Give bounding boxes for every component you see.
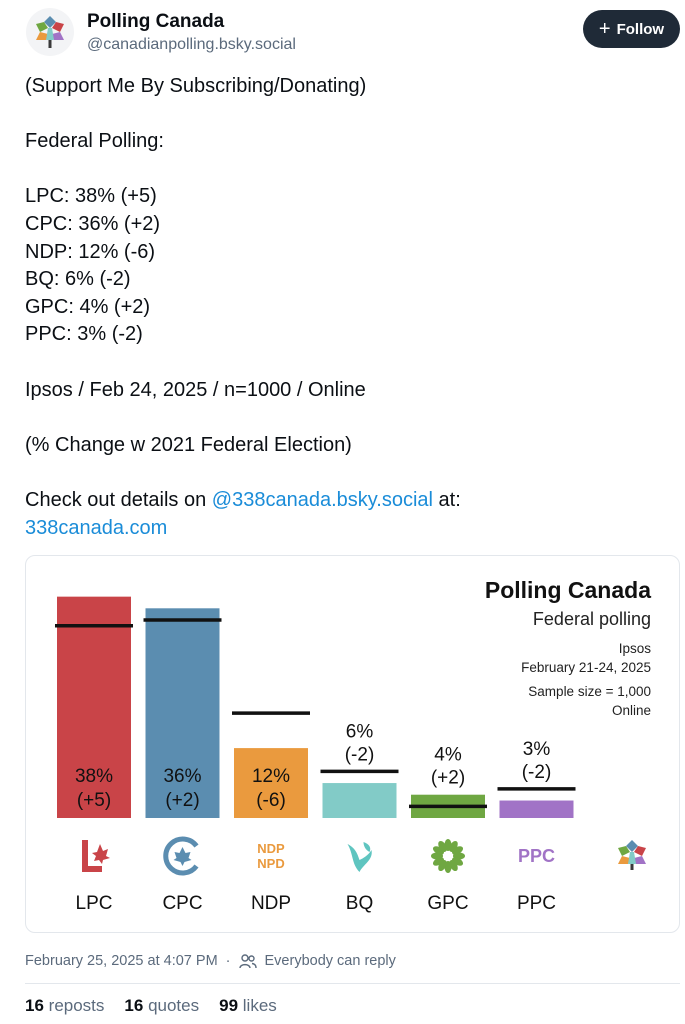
likes-count: 99 bbox=[219, 996, 239, 1015]
reposts-label: reposts bbox=[48, 996, 105, 1015]
data-label-bq: 6% bbox=[345, 721, 374, 743]
chart-sample: Sample size = 1,000 bbox=[528, 684, 651, 699]
website-link[interactable]: 338canada.com bbox=[25, 516, 168, 539]
category-label-ppc: PPC bbox=[516, 893, 557, 914]
category-label-ndp: NDP bbox=[250, 893, 292, 914]
category-label-gpc: GPC bbox=[427, 893, 469, 914]
bar-ppc bbox=[500, 801, 574, 818]
people-icon bbox=[239, 953, 257, 969]
reposts-count: 16 bbox=[25, 996, 44, 1015]
result-line: PPC: 3% (-2) bbox=[25, 323, 143, 346]
change-label-lpc: (+5) bbox=[76, 790, 112, 811]
quotes-label: quotes bbox=[148, 996, 200, 1015]
change-label-cpc: (+2) bbox=[165, 790, 200, 811]
author-name[interactable]: Polling Canada bbox=[87, 11, 225, 32]
post-line: (Support Me By Subscribing/Donating) bbox=[25, 75, 367, 97]
quotes-stat[interactable] bbox=[124, 996, 199, 1016]
follow-label: Follow bbox=[616, 20, 665, 38]
avatar[interactable] bbox=[26, 8, 74, 56]
change-label-gpc: (+2) bbox=[430, 767, 466, 789]
result-line: GPC: 4% (+2) bbox=[25, 295, 151, 318]
likes-stat[interactable] bbox=[219, 996, 277, 1016]
category-label-bq: BQ bbox=[345, 893, 374, 914]
result-line: LPC: 38% (+5) bbox=[25, 185, 157, 208]
post-stats bbox=[25, 996, 277, 1016]
plus-icon: + bbox=[598, 18, 611, 40]
post-meta bbox=[25, 953, 396, 969]
data-label-ppc: 3% bbox=[522, 738, 551, 760]
reposts-stat[interactable] bbox=[25, 996, 104, 1016]
ppc-logo-text: PPC bbox=[517, 846, 556, 866]
chart-mode: Online bbox=[611, 703, 651, 718]
data-label-gpc: 4% bbox=[434, 744, 462, 766]
party-logo-gpc-icon bbox=[431, 839, 465, 873]
poll-bar-chart bbox=[26, 556, 680, 933]
change-label-bq: (-2) bbox=[344, 744, 375, 766]
bar-bq bbox=[323, 783, 397, 818]
post-body bbox=[25, 73, 665, 542]
mention-link[interactable]: @338canada.bsky.social bbox=[211, 488, 433, 511]
likes-label: likes bbox=[242, 996, 277, 1015]
author-handle[interactable]: @canadianpolling.bsky.social bbox=[87, 36, 296, 53]
ndp-logo-text: NDP bbox=[257, 841, 285, 856]
category-label-lpc: LPC bbox=[75, 893, 113, 914]
party-logo-ppc-icon bbox=[518, 846, 555, 866]
follow-button[interactable] bbox=[583, 10, 680, 48]
data-label-lpc: 38% bbox=[74, 766, 114, 787]
change-label-ppc: (-2) bbox=[521, 761, 552, 783]
party-logo-cpc-icon bbox=[166, 839, 197, 873]
details-prefix: Check out details on bbox=[25, 488, 212, 511]
category-label-cpc: CPC bbox=[162, 893, 203, 914]
party-logo-bq-icon bbox=[348, 842, 372, 872]
embedded-image[interactable] bbox=[25, 555, 680, 933]
poll-source: Ipsos / Feb 24, 2025 / n=1000 / Online bbox=[25, 378, 366, 401]
details-line bbox=[25, 487, 665, 515]
chart-title: Polling Canada bbox=[484, 577, 651, 603]
divider bbox=[25, 983, 680, 984]
chart-subtitle: Federal polling bbox=[532, 609, 651, 629]
post-line: Federal Polling: bbox=[25, 130, 164, 153]
npd-logo-text: NPD bbox=[257, 856, 285, 871]
chart-pollster: Ipsos bbox=[618, 641, 651, 656]
details-suffix: at: bbox=[432, 488, 461, 511]
data-label-ndp: 12% bbox=[251, 766, 291, 787]
website-line bbox=[25, 515, 665, 543]
maple-leaf-logo-icon bbox=[26, 8, 74, 56]
reply-setting: Everybody can reply bbox=[264, 953, 396, 969]
data-label-cpc: 36% bbox=[163, 766, 202, 787]
result-line: BQ: 6% (-2) bbox=[25, 268, 131, 291]
brand-logo-icon bbox=[618, 840, 646, 870]
post-header bbox=[0, 0, 685, 62]
poll-note: (% Change w 2021 Federal Election) bbox=[25, 433, 352, 456]
party-logo-lpc-icon bbox=[82, 840, 110, 872]
post-timestamp[interactable]: February 25, 2025 at 4:07 PM bbox=[25, 953, 218, 969]
chart-dates: February 21-24, 2025 bbox=[521, 660, 651, 675]
separator: · bbox=[225, 953, 231, 969]
result-line: CPC: 36% (+2) bbox=[25, 212, 161, 235]
result-line: NDP: 12% (-6) bbox=[25, 240, 156, 263]
quotes-count: 16 bbox=[124, 996, 144, 1015]
party-logo-ndp-icon bbox=[257, 841, 285, 871]
change-label-ndp: (-6) bbox=[256, 790, 286, 811]
